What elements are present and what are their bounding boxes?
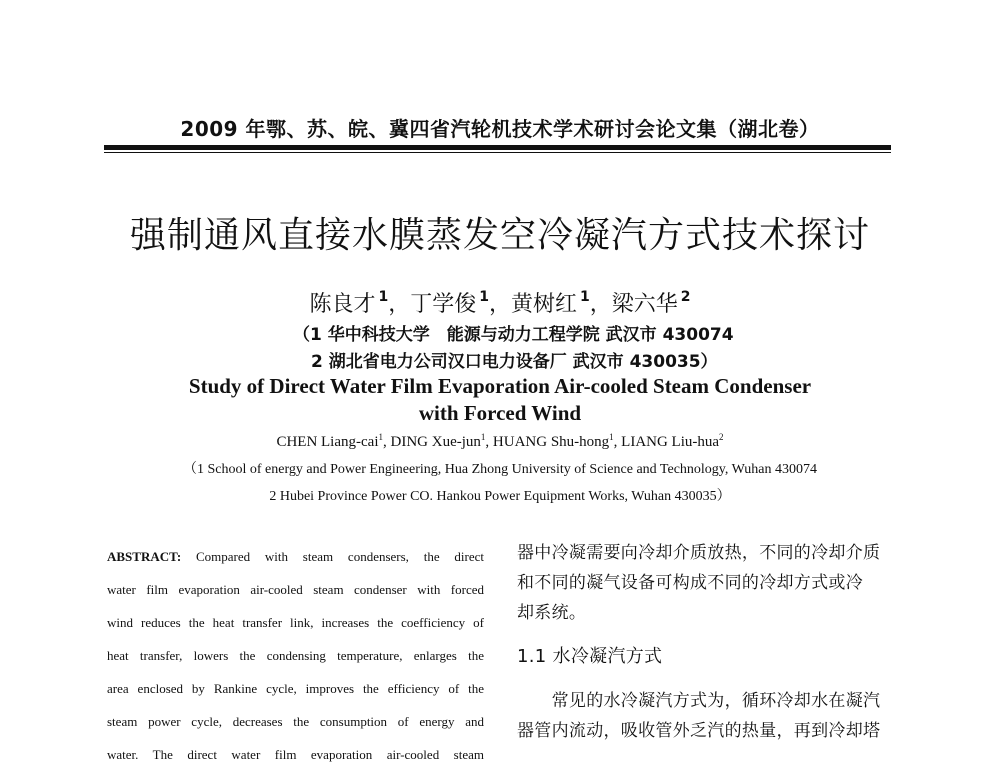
affiliation-en-2: 2 Hubei Province Power CO. Hankou Power Equipment Works, Wuhan 430035） <box>269 489 731 504</box>
affiliation-cn-2: 2 湖北省电力公司汉口电力设备厂 武汉市 430035） <box>311 352 718 372</box>
abstract-line: water. The direct water film evaporation air-cooled steam <box>107 747 484 762</box>
author-en-name: CHEN Liang-cai <box>276 434 379 450</box>
author-cn-affiliation-mark: 1 <box>378 289 389 305</box>
author-list-cn <box>0 287 1000 318</box>
body-line: 常见的水冷凝汽方式为，循环冷却水在凝汽 <box>517 691 881 711</box>
body-line: 器中冷凝需要向冷却介质放热，不同的冷却介质 <box>517 543 881 563</box>
abstract-line: wind reduces the heat transfer link, increases the coefficiency of <box>107 615 484 630</box>
author-cn-affiliation-mark: 1 <box>479 289 489 305</box>
author-en-affiliation-mark: 1 <box>609 432 614 442</box>
author-cn-separator: ， <box>388 292 411 317</box>
author-cn-name: 丁学俊 <box>410 292 477 317</box>
author-cn-separator: ， <box>488 292 511 317</box>
body-paragraph <box>517 686 893 746</box>
abstract-line: steam power cycle, decreases the consumption of energy and <box>107 714 484 729</box>
body-line: 和不同的凝气设备可构成不同的冷却方式或冷 <box>517 573 863 593</box>
author-list-en <box>0 432 1000 451</box>
body-line: 器管内流动，吸收管外乏汽的热量，再到冷却塔 <box>517 721 881 741</box>
author-cn-name: 陈良才 <box>309 292 376 317</box>
author-cn-name: 梁六华 <box>611 292 678 317</box>
body-paragraph <box>517 538 893 628</box>
author-cn-name: 黄树红 <box>511 292 578 317</box>
author-en-separator: , <box>613 434 622 450</box>
abstract <box>107 540 484 771</box>
running-header: 2009 年鄂、苏、皖、冀四省汽轮机技术学术研讨会论文集（湖北卷） <box>180 117 820 141</box>
header-rule-thick <box>104 145 891 150</box>
author-cn-affiliation-mark: 2 <box>680 289 691 305</box>
author-cn-separator: ， <box>589 292 612 317</box>
author-en-affiliation-mark: 2 <box>719 432 724 442</box>
author-cn-affiliation-mark: 1 <box>580 289 590 305</box>
author-en-affiliation-mark: 1 <box>378 432 383 442</box>
paper-title-en-line-1: Study of Direct Water Film Evaporation Air-cooled Steam Condenser <box>188 374 812 398</box>
author-en-name: DING Xue-jun <box>390 434 481 450</box>
abstract-line: area enclosed by Rankine cycle, improves the efficiency of the <box>107 681 484 696</box>
author-en-separator: , <box>383 434 391 450</box>
abstract-label: ABSTRACT: <box>107 549 182 564</box>
author-en-separator: , <box>485 434 493 450</box>
affiliation-en-1: （1 School of energy and Power Engineering, Hua Zhong University of Science and Technology, Wuhan 430074 <box>182 462 818 477</box>
body-right-column <box>517 538 893 746</box>
abstract-line: heat transfer, lowers the condensing temperature, enlarges the <box>107 648 484 663</box>
author-en-affiliation-mark: 1 <box>480 432 486 442</box>
author-en-name: HUANG Shu-hong <box>492 434 610 450</box>
abstract-line: water film evaporation air-cooled steam condenser with forced <box>107 582 484 597</box>
paper-title-cn: 强制通风直接水膜蒸发空冷凝汽方式技术探讨 <box>129 215 870 256</box>
affiliation-cn-1: （1 华中科技大学 能源与动力工程学院 武汉市 430074 <box>293 325 734 345</box>
paper-title-en-line-2: with Forced Wind <box>418 401 582 425</box>
body-line: 却系统。 <box>517 603 587 623</box>
author-en-name: LIANG Liu-hua <box>621 434 720 450</box>
abstract-line: ABSTRACT: Compared with steam condensers, the direct <box>107 549 484 564</box>
header-rule-thin <box>104 152 891 153</box>
section-heading: 1.1 水冷凝汽方式 <box>517 646 663 667</box>
